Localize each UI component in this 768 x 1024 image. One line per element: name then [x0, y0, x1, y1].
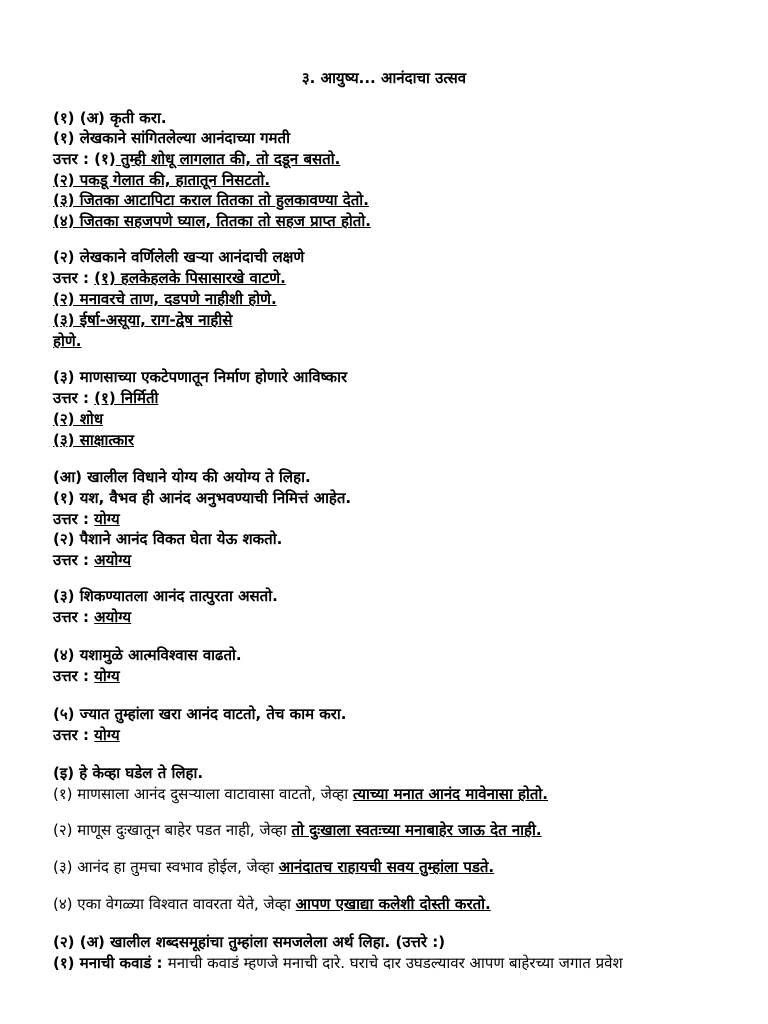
- question: (४) यशामुळे आत्मविश्वास वाढतो.: [53, 646, 242, 664]
- answer-line: [53, 388, 158, 408]
- answer-text: (३) साक्षात्कार: [53, 431, 134, 449]
- answer-text: अयोग्य: [94, 608, 132, 626]
- answer-text: त्याच्या मनात आनंद मावेनासा होतो.: [352, 785, 549, 803]
- answer-text: (४) जितका सहजपणे घ्याल, तितका तो सहज प्राप्त होतो.: [53, 212, 371, 230]
- question: (३) शिकण्यातला आनंद तात्पुरता असतो.: [53, 587, 278, 605]
- answer-line: [53, 149, 340, 169]
- page-title: ३. आयुष्य... आनंदाचा उत्सव: [301, 69, 467, 87]
- statement-line: [53, 894, 491, 914]
- question: (३) माणसाच्या एकटेपणातून निर्माण होणारे आविष्कार: [53, 368, 348, 386]
- answer-text: (३) ईर्षा-असूया, राग-द्वेष नाहीसे: [53, 311, 233, 329]
- answer-text: आनंदातच राहायची सवय तुम्हांला पडते.: [278, 858, 495, 876]
- answer-label: उत्तर :: [53, 389, 95, 407]
- answer-text: होणे.: [53, 332, 82, 350]
- answer-text: आपण एखाद्या कलेशी दोस्ती करतो.: [295, 895, 491, 913]
- answer-line: [53, 550, 131, 570]
- section-heading: (२) (अ) खालील शब्दसमूहांचा तुम्हांला समजलेला अर्थ लिहा. (उत्तरे :): [53, 933, 446, 951]
- term: (१) मनाची कवाडं :: [53, 954, 168, 972]
- statement-text: (४) एका वेगळ्या विश्वात वावरता येते, जेव्हा: [53, 895, 296, 913]
- answer-text: योग्य: [94, 667, 120, 685]
- answer-text: तुम्ही शोधू लागलात की, तो दडून बसतो.: [115, 150, 341, 168]
- section-heading: (आ) खालील विधाने योग्य की अयोग्य ते लिहा.: [53, 468, 311, 486]
- definition-line: [53, 953, 623, 973]
- answer-label: उत्तर :: [53, 510, 95, 528]
- answer-label: उत्तर : (१): [53, 150, 116, 168]
- statement-text: (२) माणूस दुःखातून बाहेर पडत नाही, जेव्हा: [53, 821, 292, 839]
- answer-text: तो दुःखाला स्वतःच्या मनाबाहेर जाऊ देत नाही.: [291, 821, 542, 839]
- answer-label: उत्तर :: [53, 726, 95, 744]
- answer-label: उत्तर :: [53, 667, 95, 685]
- answer-label: उत्तर :: [53, 551, 95, 569]
- answer-text: (२) शोध: [53, 410, 104, 428]
- statement-text: (३) आनंद हा तुमचा स्वभाव होईल, जेव्हा: [53, 858, 279, 876]
- answer-text: अयोग्य: [94, 551, 132, 569]
- answer-line: [53, 509, 120, 529]
- section-heading: (१) (अ) कृती करा.: [53, 109, 167, 127]
- answer-text: योग्य: [94, 510, 120, 528]
- statement-line: [53, 820, 542, 840]
- answer-text: (१) हलकेहलके पिसासारखे वाटणे.: [94, 269, 286, 287]
- section-heading: (इ) हे केव्हा घडेल ते लिहा.: [53, 764, 204, 782]
- answer-line: [53, 666, 120, 686]
- statement-line: [53, 784, 548, 804]
- question: (१) यश, वैभव ही आनंद अनुभवण्याची निमित्तं आहेत.: [53, 489, 352, 507]
- answer-line: [53, 725, 120, 745]
- answer-line: [53, 607, 131, 627]
- statement-text: (१) माणसाला आनंद दुसऱ्याला वाटावासा वाटतो, जेव्हा: [53, 785, 353, 803]
- statement-line: [53, 857, 494, 877]
- answer-line: [53, 268, 286, 288]
- answer-text: (३) जितका आटापिटा कराल तितका तो हुलकावण्या देतो.: [53, 191, 369, 209]
- answer-label: उत्तर :: [53, 269, 95, 287]
- question: (१) लेखकाने सांगितलेल्या आनंदाच्या गमती: [53, 129, 290, 147]
- answer-label: उत्तर :: [53, 608, 95, 626]
- answer-text: (२) मनावरचे ताण, दडपणे नाहीशी होणे.: [53, 290, 277, 308]
- meaning: मनाची कवाडं म्हणजे मनाची दारे. घराचे दार उघडल्यावर आपण बाहेरच्या जगात प्रवेश: [167, 954, 623, 972]
- question: (५) ज्यात तुम्हांला खरा आनंद वाटतो, तेच काम करा.: [53, 705, 347, 723]
- answer-text: (१) निर्मिती: [94, 389, 159, 407]
- question: (२) लेखकाने वर्णिलेली खऱ्या आनंदाची लक्षणे: [53, 248, 305, 266]
- answer-text: (२) पकडू गेलात की, हातातून निसटतो.: [53, 171, 271, 189]
- answer-text: योग्य: [94, 726, 120, 744]
- question: (२) पैशाने आनंद विकत घेता येऊ शकतो.: [53, 530, 283, 548]
